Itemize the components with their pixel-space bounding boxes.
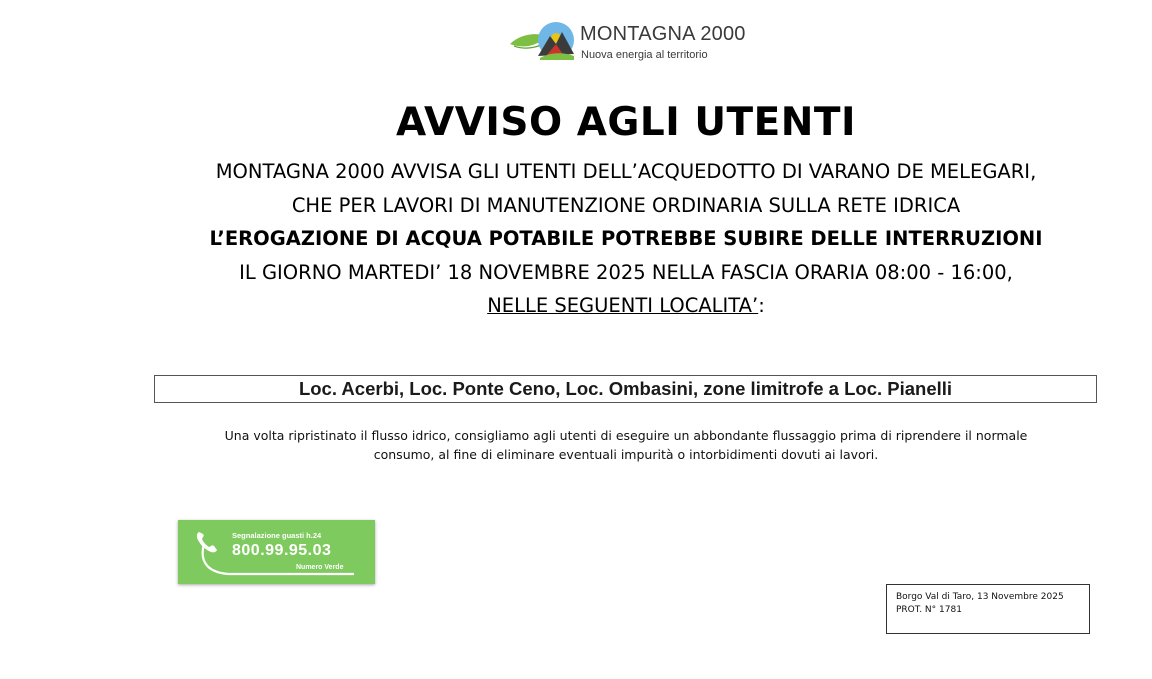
notice-line-1: MONTAGNA 2000 AVVISA GLI UTENTI DELL’ACQUEDOTTO DI VARANO DE MELEGARI, <box>215 160 1037 183</box>
advice-line-2: consumo, al fine di eliminare eventuali impurità o intorbidimenti dovuti ai lavori. <box>373 447 879 462</box>
notice-line-5 <box>0 289 1152 323</box>
notice-line-5-underlined: NELLE SEGUENTI LOCALITA’ <box>487 294 759 317</box>
logo-tagline: Nuova energia al territorio <box>581 49 708 61</box>
protocol-box <box>886 584 1090 634</box>
hotline-badge <box>178 520 375 584</box>
hotline-number: 800.99.95.03 <box>232 542 332 559</box>
logo-name: MONTAGNA 2000 <box>580 23 746 45</box>
protocol-number: PROT. N° 1781 <box>896 604 962 615</box>
montagna-2000-logo <box>510 18 750 68</box>
notice-line-5-suffix: : <box>758 294 765 317</box>
advice-line-1: Una volta ripristinato il flusso idrico, consigliamo agli utenti di eseguire un abbondante flussaggio prima di riprendere il normale <box>224 428 1028 443</box>
notice-line-2: CHE PER LAVORI DI MANUTENZIONE ORDINARIA SULLA RETE IDRICA <box>291 193 961 217</box>
hotline-sublabel: Numero Verde <box>296 564 344 571</box>
mountain-leaf-logo-icon <box>510 18 578 66</box>
advice-paragraph <box>170 426 1082 464</box>
hotline-label: Segnalazione guasti h.24 <box>232 531 322 540</box>
notice-line-3: L’EROGAZIONE DI ACQUA POTABILE POTREBBE SUBIRE DELLE INTERRUZIONI <box>209 227 1043 250</box>
place-date: Borgo Val di Taro, 13 Novembre 2025 <box>896 592 1064 602</box>
notice-line-4: IL GIORNO MARTEDI’ 18 NOVEMBRE 2025 NELLA FASCIA ORARIA 08:00 - 16:00, <box>239 260 1013 284</box>
locations-box: Loc. Acerbi, Loc. Ponte Ceno, Loc. Ombasini, zone limitrofe a Loc. Pianelli <box>154 375 1097 403</box>
notice-body <box>0 155 1152 323</box>
notice-title: AVVISO AGLI UTENTI <box>395 100 857 145</box>
